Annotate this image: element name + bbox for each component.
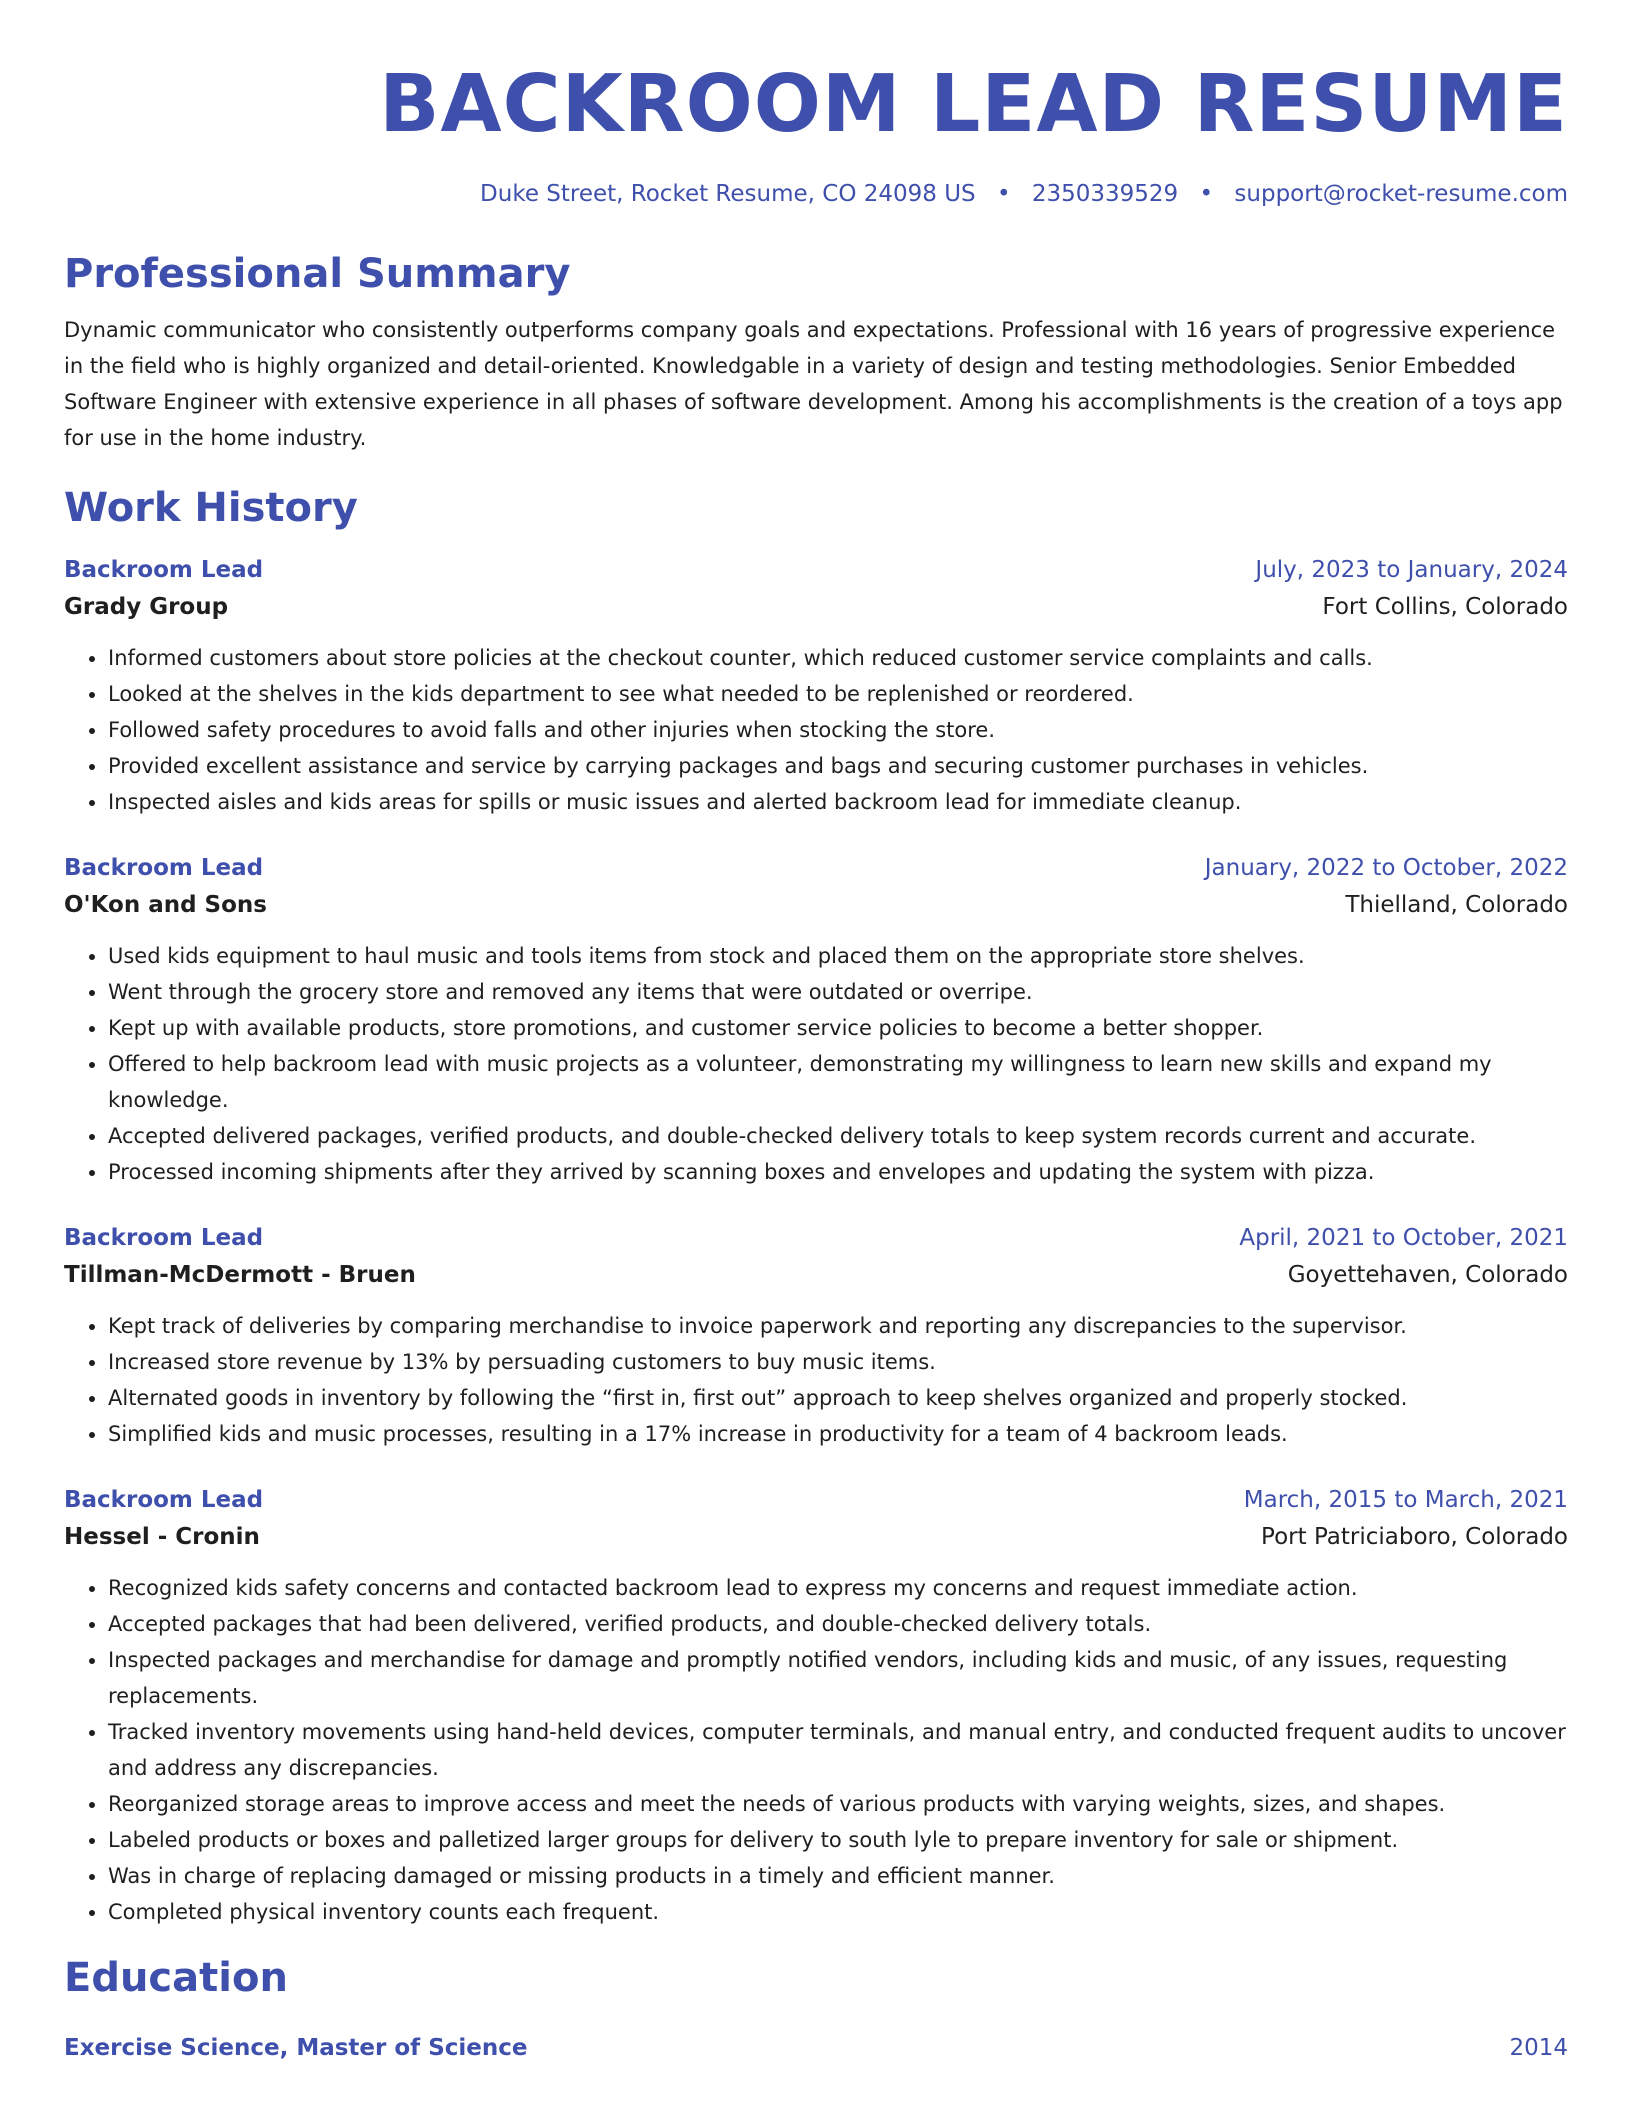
email-text: support@rocket-resume.com [1234,181,1568,207]
job-bullet: • Offered to help backroom lead with music projects as a volunteer, demonstrating my willingness to learn new skills and expand my knowledge. [108,1046,1568,1118]
job-bullet: • Tracked inventory movements using hand-held devices, computer terminals, and manual entry, and conducted frequent audits to uncover and address any discrepancies. [108,1714,1568,1786]
job-bullet: • Inspected aisles and kids areas for spills or music issues and alerted backroom lead for immediate cleanup. [108,784,1568,820]
job-bullet: • Used kids equipment to haul music and tools items from stock and placed them on the appropriate store shelves. [108,938,1568,974]
job-title: Backroom Lead [64,855,264,881]
separator-dot: • [1199,181,1214,207]
job-bullet: • Recognized kids safety concerns and contacted backroom lead to express my concerns and request immediate action. [108,1570,1568,1606]
education-year: 2014 [1509,2035,1568,2061]
job-location: Port Patriciaboro, Colorado [1261,1524,1568,1550]
address-text: Duke Street, Rocket Resume, CO 24098 US [480,181,976,207]
job-bullet: • Informed customers about store policies at the checkout counter, which reduced customer service complaints and calls. [108,640,1568,676]
company-name: O'Kon and Sons [64,892,267,918]
company-name: Hessel - Cronin [64,1524,260,1550]
company-name: Grady Group [64,594,229,620]
job-entry [64,1482,1568,1930]
job-entry [64,552,1568,820]
job-bullet: • Looked at the shelves in the kids department to see what needed to be replenished or reordered. [108,676,1568,712]
job-company-row [64,886,1568,924]
job-location: Fort Collins, Colorado [1322,594,1568,620]
job-bullet: • Simplified kids and music processes, resulting in a 17% increase in productivity for a team of 4 backroom leads. [108,1416,1568,1452]
job-bullet: • Accepted delivered packages, verified products, and double-checked delivery totals to keep system records current and accurate. [108,1118,1568,1154]
work-history-heading: Work History [64,485,358,531]
job-dates: July, 2023 to January, 2024 [1255,557,1568,583]
job-header-row [64,552,1568,588]
job-title: Backroom Lead [64,557,264,583]
job-list [64,552,1568,1930]
job-bullet: • Kept track of deliveries by comparing merchandise to invoice paperwork and reporting any discrepancies to the supervisor. [108,1308,1568,1344]
job-company-row [64,588,1568,626]
job-bullet: • Kept up with available products, store promotions, and customer service policies to become a better shopper. [108,1010,1568,1046]
education-heading: Education [64,1955,288,2001]
job-bullet: • Completed physical inventory counts each frequent. [108,1894,1568,1930]
job-header-row [64,1482,1568,1518]
job-bullet: • Was in charge of replacing damaged or missing products in a timely and efficient manner. [108,1858,1568,1894]
summary-text: Dynamic communicator who consistently outperforms company goals and expectations. Professional with 16 years of progressive experience in the field who is highly organized and detail-oriented. Knowledgable in a variety of design and testing methodologies. Senior Embedded Software Engineer with extensive experience in all phases of software development. Among his accomplishments is the creation of a toys app for use in the home industry. [64,318,1563,450]
phone-text: 2350339529 [1031,181,1179,207]
job-location: Goyettehaven, Colorado [1287,1262,1568,1288]
job-bullet: • Increased store revenue by 13% by persuading customers to buy music items. [108,1344,1568,1380]
job-bullet-list [64,640,1568,820]
job-bullet: • Accepted packages that had been delivered, verified products, and double-checked delivery totals. [108,1606,1568,1642]
job-bullet-list [64,938,1568,1190]
job-dates: March, 2015 to March, 2021 [1243,1487,1568,1513]
job-bullet: • Followed safety procedures to avoid falls and other injuries when stocking the store. [108,712,1568,748]
job-bullet: • Inspected packages and merchandise for damage and promptly notified vendors, including kids and music, of any issues, requesting replacements. [108,1642,1568,1714]
job-bullet-list [64,1570,1568,1930]
resume-page [64,0,1568,2066]
company-name: Tillman-McDermott - Bruen [64,1262,416,1288]
job-bullet: • Alternated goods in inventory by following the “first in, first out” approach to keep shelves organized and properly stocked. [108,1380,1568,1416]
contact-line [64,178,1568,210]
job-dates: January, 2022 to October, 2022 [1204,855,1568,881]
education-degree: Exercise Science, Master of Science [64,2035,528,2061]
job-bullet: • Reorganized storage areas to improve access and meet the needs of various products with varying weights, sizes, and shapes. [108,1786,1568,1822]
job-title: Backroom Lead [64,1487,264,1513]
job-company-row [64,1256,1568,1294]
job-title: Backroom Lead [64,1225,264,1251]
job-bullet: • Processed incoming shipments after they arrived by scanning boxes and envelopes and updating the system with pizza. [108,1154,1568,1190]
job-header-row [64,850,1568,886]
job-entry [64,1220,1568,1452]
education-entry [64,2030,1568,2066]
job-bullet: • Labeled products or boxes and palletized larger groups for delivery to south lyle to prepare inventory for sale or shipment. [108,1822,1568,1858]
job-dates: April, 2021 to October, 2021 [1239,1225,1568,1251]
job-entry [64,850,1568,1190]
job-location: Thielland, Colorado [1345,892,1568,918]
job-bullet-list [64,1308,1568,1452]
job-header-row [64,1220,1568,1256]
separator-dot: • [996,181,1011,207]
job-company-row [64,1518,1568,1556]
summary-heading: Professional Summary [64,251,571,297]
resume-title: BACKROOM LEAD RESUME [379,58,1568,150]
job-bullet: • Provided excellent assistance and service by carrying packages and bags and securing customer purchases in vehicles. [108,748,1568,784]
job-bullet: • Went through the grocery store and removed any items that were outdated or overripe. [108,974,1568,1010]
